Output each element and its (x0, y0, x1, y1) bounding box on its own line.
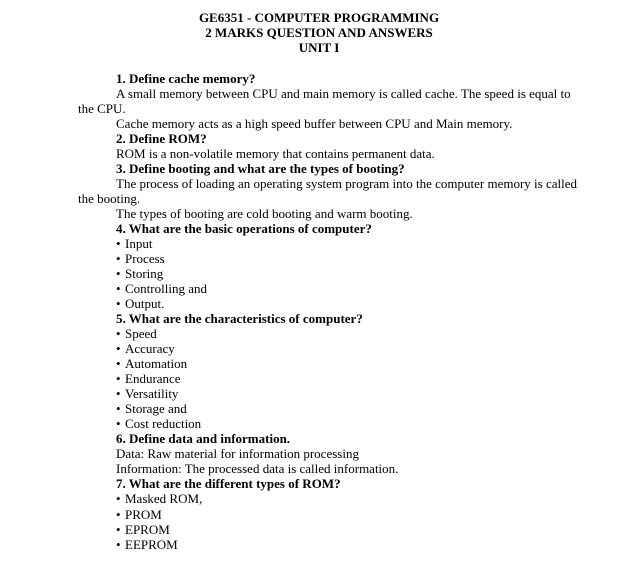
list-item: • Cost reduction (116, 416, 202, 431)
answer-3-line-3: The types of booting are cold booting and warm booting. (116, 206, 413, 221)
list-item: • Input (116, 236, 153, 251)
question-7: 7. What are the different types of ROM? (116, 476, 341, 491)
list-item: • EEPROM (116, 537, 178, 552)
question-5: 5. What are the characteristics of computer? (116, 311, 363, 326)
bullet-icon: • (116, 522, 121, 537)
bullet-icon: • (116, 491, 121, 506)
list-item: • Process (116, 251, 165, 266)
list-item: • Storing (116, 266, 164, 281)
question-6: 6. Define data and information. (116, 431, 291, 446)
list-item: • Controlling and (116, 281, 207, 296)
list-item: • Masked ROM, (116, 491, 203, 506)
answer-1-line-1: A small memory between CPU and main memory is called cache. The speed is equal to (116, 86, 571, 101)
question-3: 3. Define booting and what are the types of booting? (116, 161, 405, 176)
bullet-icon: • (116, 296, 121, 311)
document-subtitle: 2 MARKS QUESTION AND ANSWERS (205, 25, 433, 40)
list-item: • Output. (116, 296, 165, 311)
bullet-icon: • (116, 356, 121, 371)
question-4: 4. What are the basic operations of computer? (116, 221, 372, 236)
bullet-icon: • (116, 537, 121, 552)
bullet-icon: • (116, 416, 121, 431)
list-item: • Versatility (116, 386, 179, 401)
question-1: 1. Define cache memory? (116, 71, 256, 86)
list-item: • Endurance (116, 371, 181, 386)
bullet-icon: • (116, 281, 121, 296)
list-item: • Automation (116, 356, 188, 371)
bullet-icon: • (116, 386, 121, 401)
answer-3-line-1: The process of loading an operating system program into the computer memory is called (116, 176, 578, 191)
answer-6-line-1: Data: Raw material for information processing (116, 446, 359, 461)
bullet-icon: • (116, 341, 121, 356)
answer-3-line-2: the booting. (78, 191, 141, 206)
list-item: • Accuracy (116, 341, 175, 356)
bullet-icon: • (116, 371, 121, 386)
bullet-icon: • (116, 507, 121, 522)
bullet-icon: • (116, 401, 121, 416)
document-course-title: GE6351 - COMPUTER PROGRAMMING (198, 10, 440, 25)
answer-6-line-2: Information: The processed data is called information. (116, 461, 399, 476)
question-2: 2. Define ROM? (116, 131, 207, 146)
bullet-icon: • (116, 326, 121, 341)
bullet-icon: • (116, 266, 121, 281)
list-item: • Speed (116, 326, 157, 341)
document-unit: UNIT I (298, 40, 340, 55)
list-item: • Storage and (116, 401, 187, 416)
answer-1-line-3: Cache memory acts as a high speed buffer between CPU and Main memory. (116, 116, 513, 131)
answer-1-line-2: the CPU. (78, 101, 126, 116)
bullet-icon: • (116, 251, 121, 266)
bullet-icon: • (116, 236, 121, 251)
list-item: • EPROM (116, 522, 170, 537)
answer-2: ROM is a non-volatile memory that contains permanent data. (116, 146, 435, 161)
list-item: • PROM (116, 507, 162, 522)
